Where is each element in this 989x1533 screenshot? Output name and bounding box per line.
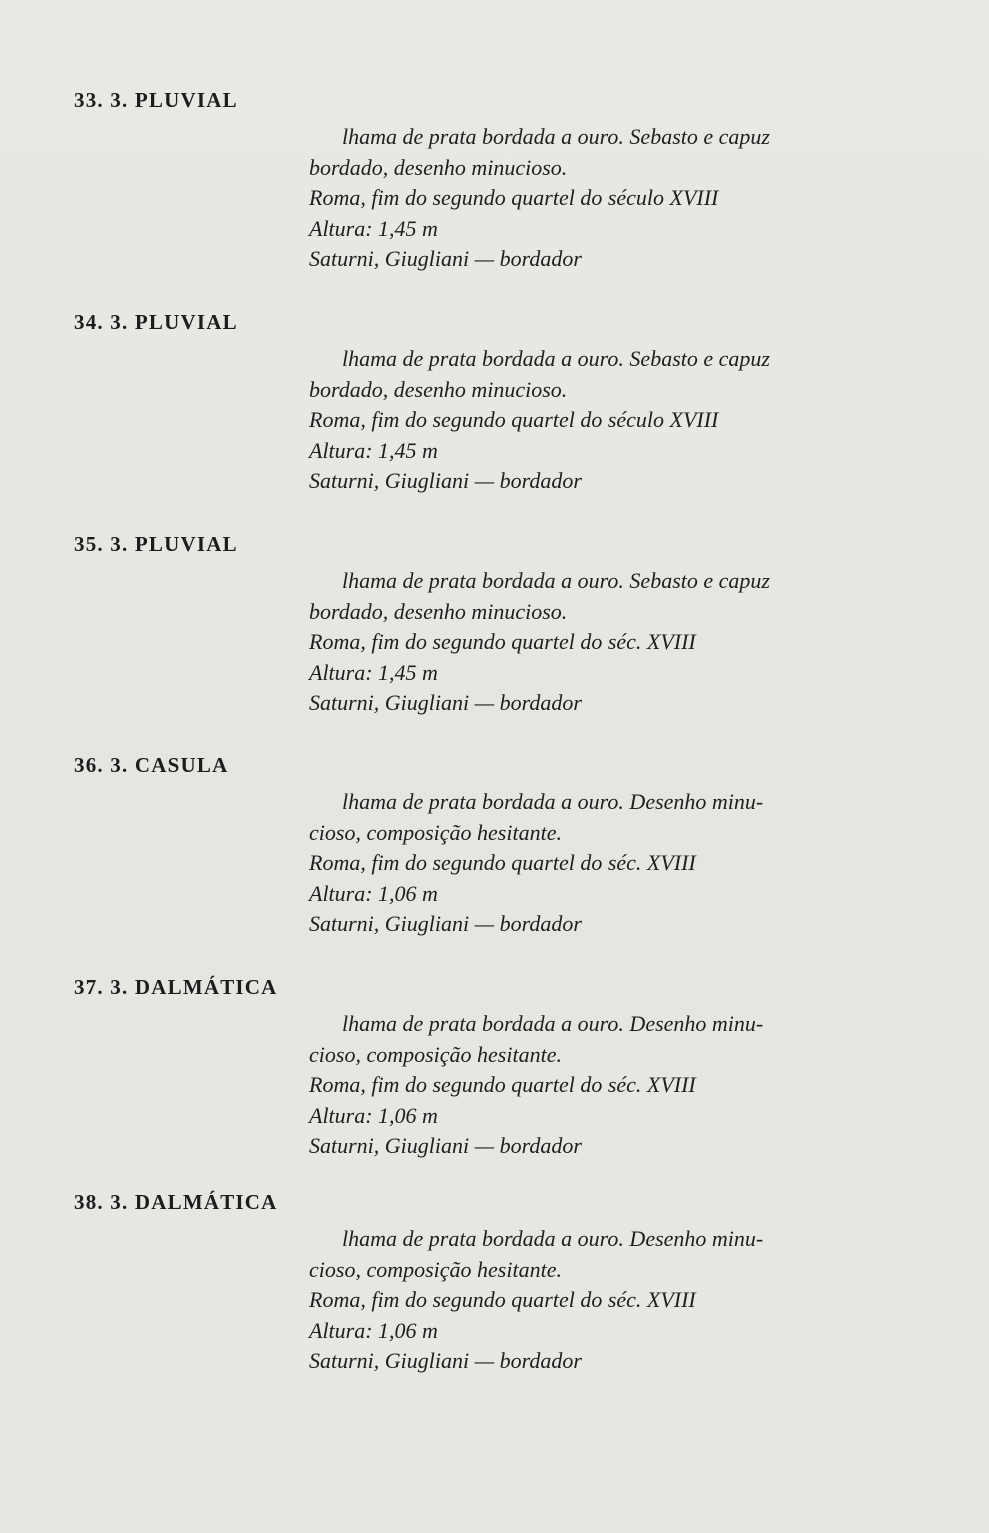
- entry-heading: 37. 3. DALMÁTICA: [74, 975, 278, 999]
- location-date-line: Roma, fim do segundo quartel do séc. XVIII: [309, 629, 696, 654]
- entry-heading: 34. 3. PLUVIAL: [74, 310, 238, 334]
- height-line: Altura: 1,06 m: [309, 880, 438, 906]
- description-line: cioso, composição hesitante.: [309, 1041, 562, 1067]
- entry-description: [309, 1224, 899, 1377]
- description-line: lhama de prata bordada a ouro. Sebasto e capuz: [342, 124, 770, 149]
- description-line: lhama de prata bordada a ouro. Desenho minu-: [342, 789, 764, 814]
- description-line: lhama de prata bordada a ouro. Desenho minu-: [342, 1226, 764, 1251]
- maker-line: Saturni, Giugliani — bordador: [309, 911, 582, 936]
- description-line: bordado, desenho minucioso.: [309, 154, 568, 180]
- location-date-line: Roma, fim do segundo quartel do séc. XVIII: [309, 1287, 696, 1312]
- entry-heading: 35. 3. PLUVIAL: [74, 532, 238, 556]
- description-line: bordado, desenho minucioso.: [309, 376, 568, 402]
- entry-description: [309, 787, 899, 940]
- entry-heading: 33. 3. PLUVIAL: [74, 88, 238, 112]
- location-date-line: Roma, fim do segundo quartel do séc. XVIII: [309, 850, 696, 875]
- description-line: lhama de prata bordada a ouro. Sebasto e capuz: [342, 568, 770, 593]
- description-line: lhama de prata bordada a ouro. Sebasto e capuz: [342, 346, 770, 371]
- description-line: cioso, composição hesitante.: [309, 1256, 562, 1282]
- location-date-line: Roma, fim do segundo quartel do séc. XVIII: [309, 1072, 696, 1097]
- description-line: bordado, desenho minucioso.: [309, 598, 568, 624]
- entry-heading: 38. 3. DALMÁTICA: [74, 1190, 278, 1214]
- maker-line: Saturni, Giugliani — bordador: [309, 1133, 582, 1158]
- description-line: cioso, composição hesitante.: [309, 819, 562, 845]
- entry-description: [309, 566, 899, 719]
- entry-description: [309, 122, 899, 275]
- location-date-line: Roma, fim do segundo quartel do século XVIII: [309, 407, 719, 432]
- height-line: Altura: 1,06 m: [309, 1317, 438, 1343]
- maker-line: Saturni, Giugliani — bordador: [309, 690, 582, 715]
- entry-heading: 36. 3. CASULA: [74, 753, 229, 777]
- height-line: Altura: 1,45 m: [309, 215, 438, 241]
- maker-line: Saturni, Giugliani — bordador: [309, 468, 582, 493]
- height-line: Altura: 1,06 m: [309, 1102, 438, 1128]
- maker-line: Saturni, Giugliani — bordador: [309, 246, 582, 271]
- maker-line: Saturni, Giugliani — bordador: [309, 1348, 582, 1373]
- location-date-line: Roma, fim do segundo quartel do século XVIII: [309, 185, 719, 210]
- height-line: Altura: 1,45 m: [309, 437, 438, 463]
- entry-description: [309, 344, 899, 497]
- height-line: Altura: 1,45 m: [309, 659, 438, 685]
- description-line: lhama de prata bordada a ouro. Desenho minu-: [342, 1011, 764, 1036]
- entry-description: [309, 1009, 899, 1162]
